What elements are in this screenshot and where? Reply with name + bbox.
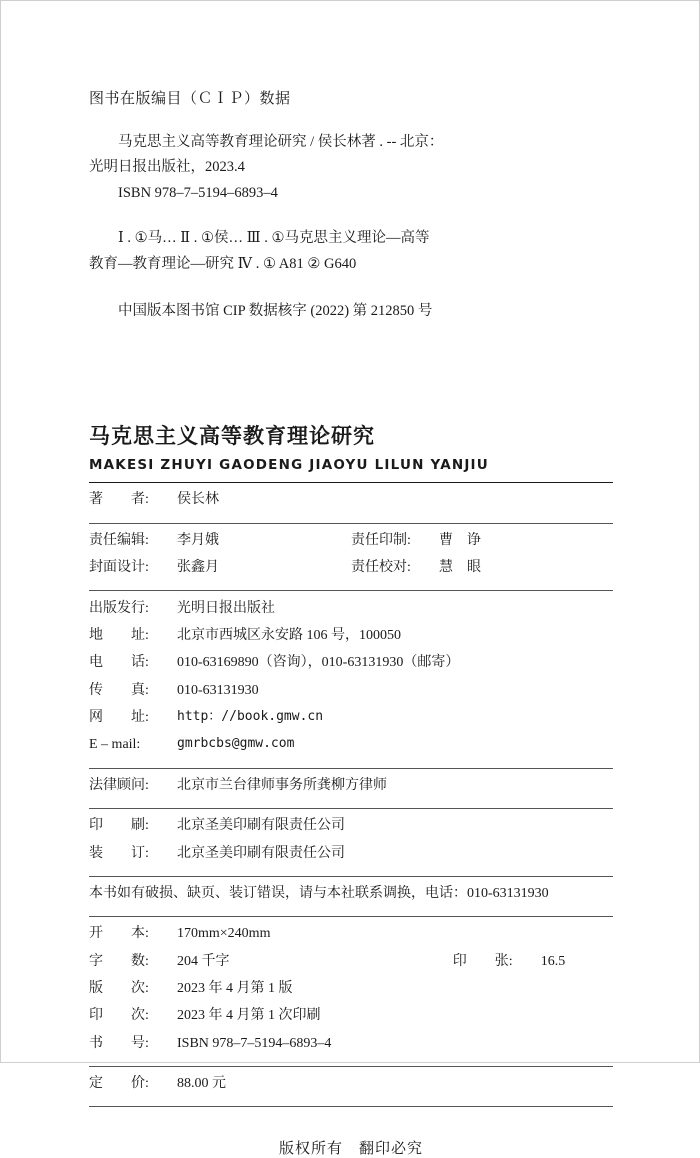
row-value-website: http：//book.gmw.cn [177,709,324,725]
row-value: 北京圣美印刷有限责任公司 [177,818,345,834]
table-row [89,649,613,676]
row-value-isbn: ISBN 978–7–5194–6893–4 [177,1035,332,1051]
table-row [89,704,613,731]
table-row [89,622,613,649]
cip-entry [89,130,613,206]
row-label: E – mail: [89,737,141,753]
row-label: 印 刷: [89,818,149,834]
book-title: 马克思主义高等教育理论研究 [89,424,375,449]
cip-number-text: 中国版本图书馆 CIP 数据核字 (2022) 第 212850 号 [118,302,433,319]
row-value: 204 千字 [177,953,230,969]
row-label: 责任编辑: [89,532,149,548]
table-row [89,1002,613,1029]
row-value: 170mm×240mm [177,926,271,942]
row-value: 北京市兰台律师事务所龚柳方律师 [177,777,387,793]
page-content [89,1,613,1158]
cip-heading: 图书在版编目（ＣＩＰ）数据 [89,91,291,107]
row-label: 电 话: [89,655,149,671]
row-label-secondary: 责任印制: [351,532,411,548]
table-row [89,731,613,758]
table-row [89,1070,613,1097]
row-value: 侯长林 [177,492,219,508]
table-row [89,594,613,621]
row-label: 开 本: [89,926,149,942]
row-label-secondary: 印 张: [452,953,513,969]
divider-price [89,1106,613,1107]
row-value-secondary: 曹 诤 [439,532,481,548]
colophon-table [89,486,613,513]
row-value-price: 88.00 元 [177,1076,226,1092]
cip-classification [89,226,613,277]
table-row [89,772,613,799]
cip-entry-line-2: 光明日报出版社，2023.4 [89,159,245,176]
table-row [89,527,613,554]
cip-entry-line-1: 马克思主义高等教育理论研究 / 侯长林著 . -- 北京： [118,134,444,150]
colophon [89,420,613,1158]
table-row [89,677,613,704]
table-row [89,1030,613,1057]
row-label: 字 数: [89,953,149,969]
table-row [89,975,613,1002]
row-value: 李月娥 [177,532,219,548]
row-label: 网 址: [89,710,149,726]
row-value: 光明日报出版社 [177,600,275,616]
colophon-table-price [89,1070,613,1097]
row-label: 版 次: [89,981,149,997]
colophon-table-legal [89,772,613,799]
row-label: 法律顾问: [89,777,149,793]
cip-number-line [89,299,613,324]
row-value: 2023 年 4 月第 1 次印刷 [177,1008,321,1024]
colophon-table-printing [89,812,613,867]
table-row [89,554,613,581]
row-label: 装 订: [89,845,149,861]
table-row [89,839,613,866]
row-label-secondary: 责任校对: [351,560,411,576]
row-label-secondary [453,920,541,947]
book-title-pinyin: MAKESI ZHUYI GAODENG JIAOYU LILUN YANJIU [89,457,489,474]
table-row [89,920,613,947]
row-label: 传 真: [89,682,149,698]
colophon-table-specs [89,920,613,1057]
row-label: 地 址: [89,627,149,643]
row-label: 书 号: [89,1035,149,1051]
row-value: 010-63131930 [177,682,259,698]
row-value: 张鑫月 [177,560,219,576]
row-label: 出版发行: [89,600,149,616]
cip-isbn-line: ISBN 978–7–5194–6893–4 [118,184,278,201]
row-value: 北京市西城区永安路 106 号，100050 [177,627,401,643]
cip-class-line-1: Ⅰ . ①马… Ⅱ . ①侯… Ⅲ . ①马克思主义理论—高等 [118,230,430,247]
row-label: 著 者: [89,492,149,508]
colophon-table-publisher [89,594,613,758]
row-label: 定 价: [89,1076,149,1092]
row-value: 2023 年 4 月第 1 版 [177,981,293,997]
row-value-secondary: 16.5 [540,953,566,969]
table-row [89,812,613,839]
table-row [89,948,613,975]
copyright-footer: 版权所有 翻印必究 [278,1141,423,1158]
cip-class-line-2: 教育—教育理论—研究 Ⅳ . ① A81 ② G640 [89,255,357,272]
row-value: 北京圣美印刷有限责任公司 [177,845,345,861]
row-value: 010-63169890（咨询），010-63131930（邮寄） [177,655,460,671]
row-label: 印 次: [89,1008,149,1024]
table-row [89,486,613,513]
row-value-secondary: 慧 眼 [439,560,481,576]
row-label: 封面设计: [89,560,149,576]
colophon-table-main [89,527,613,582]
row-value-email: gmrbcbs@gmw.com [177,736,295,752]
row-value-secondary [541,920,613,947]
quality-note: 本书如有破损、缺页、装订错误，请与本社联系调换，电话：010-63131930 [89,885,549,901]
